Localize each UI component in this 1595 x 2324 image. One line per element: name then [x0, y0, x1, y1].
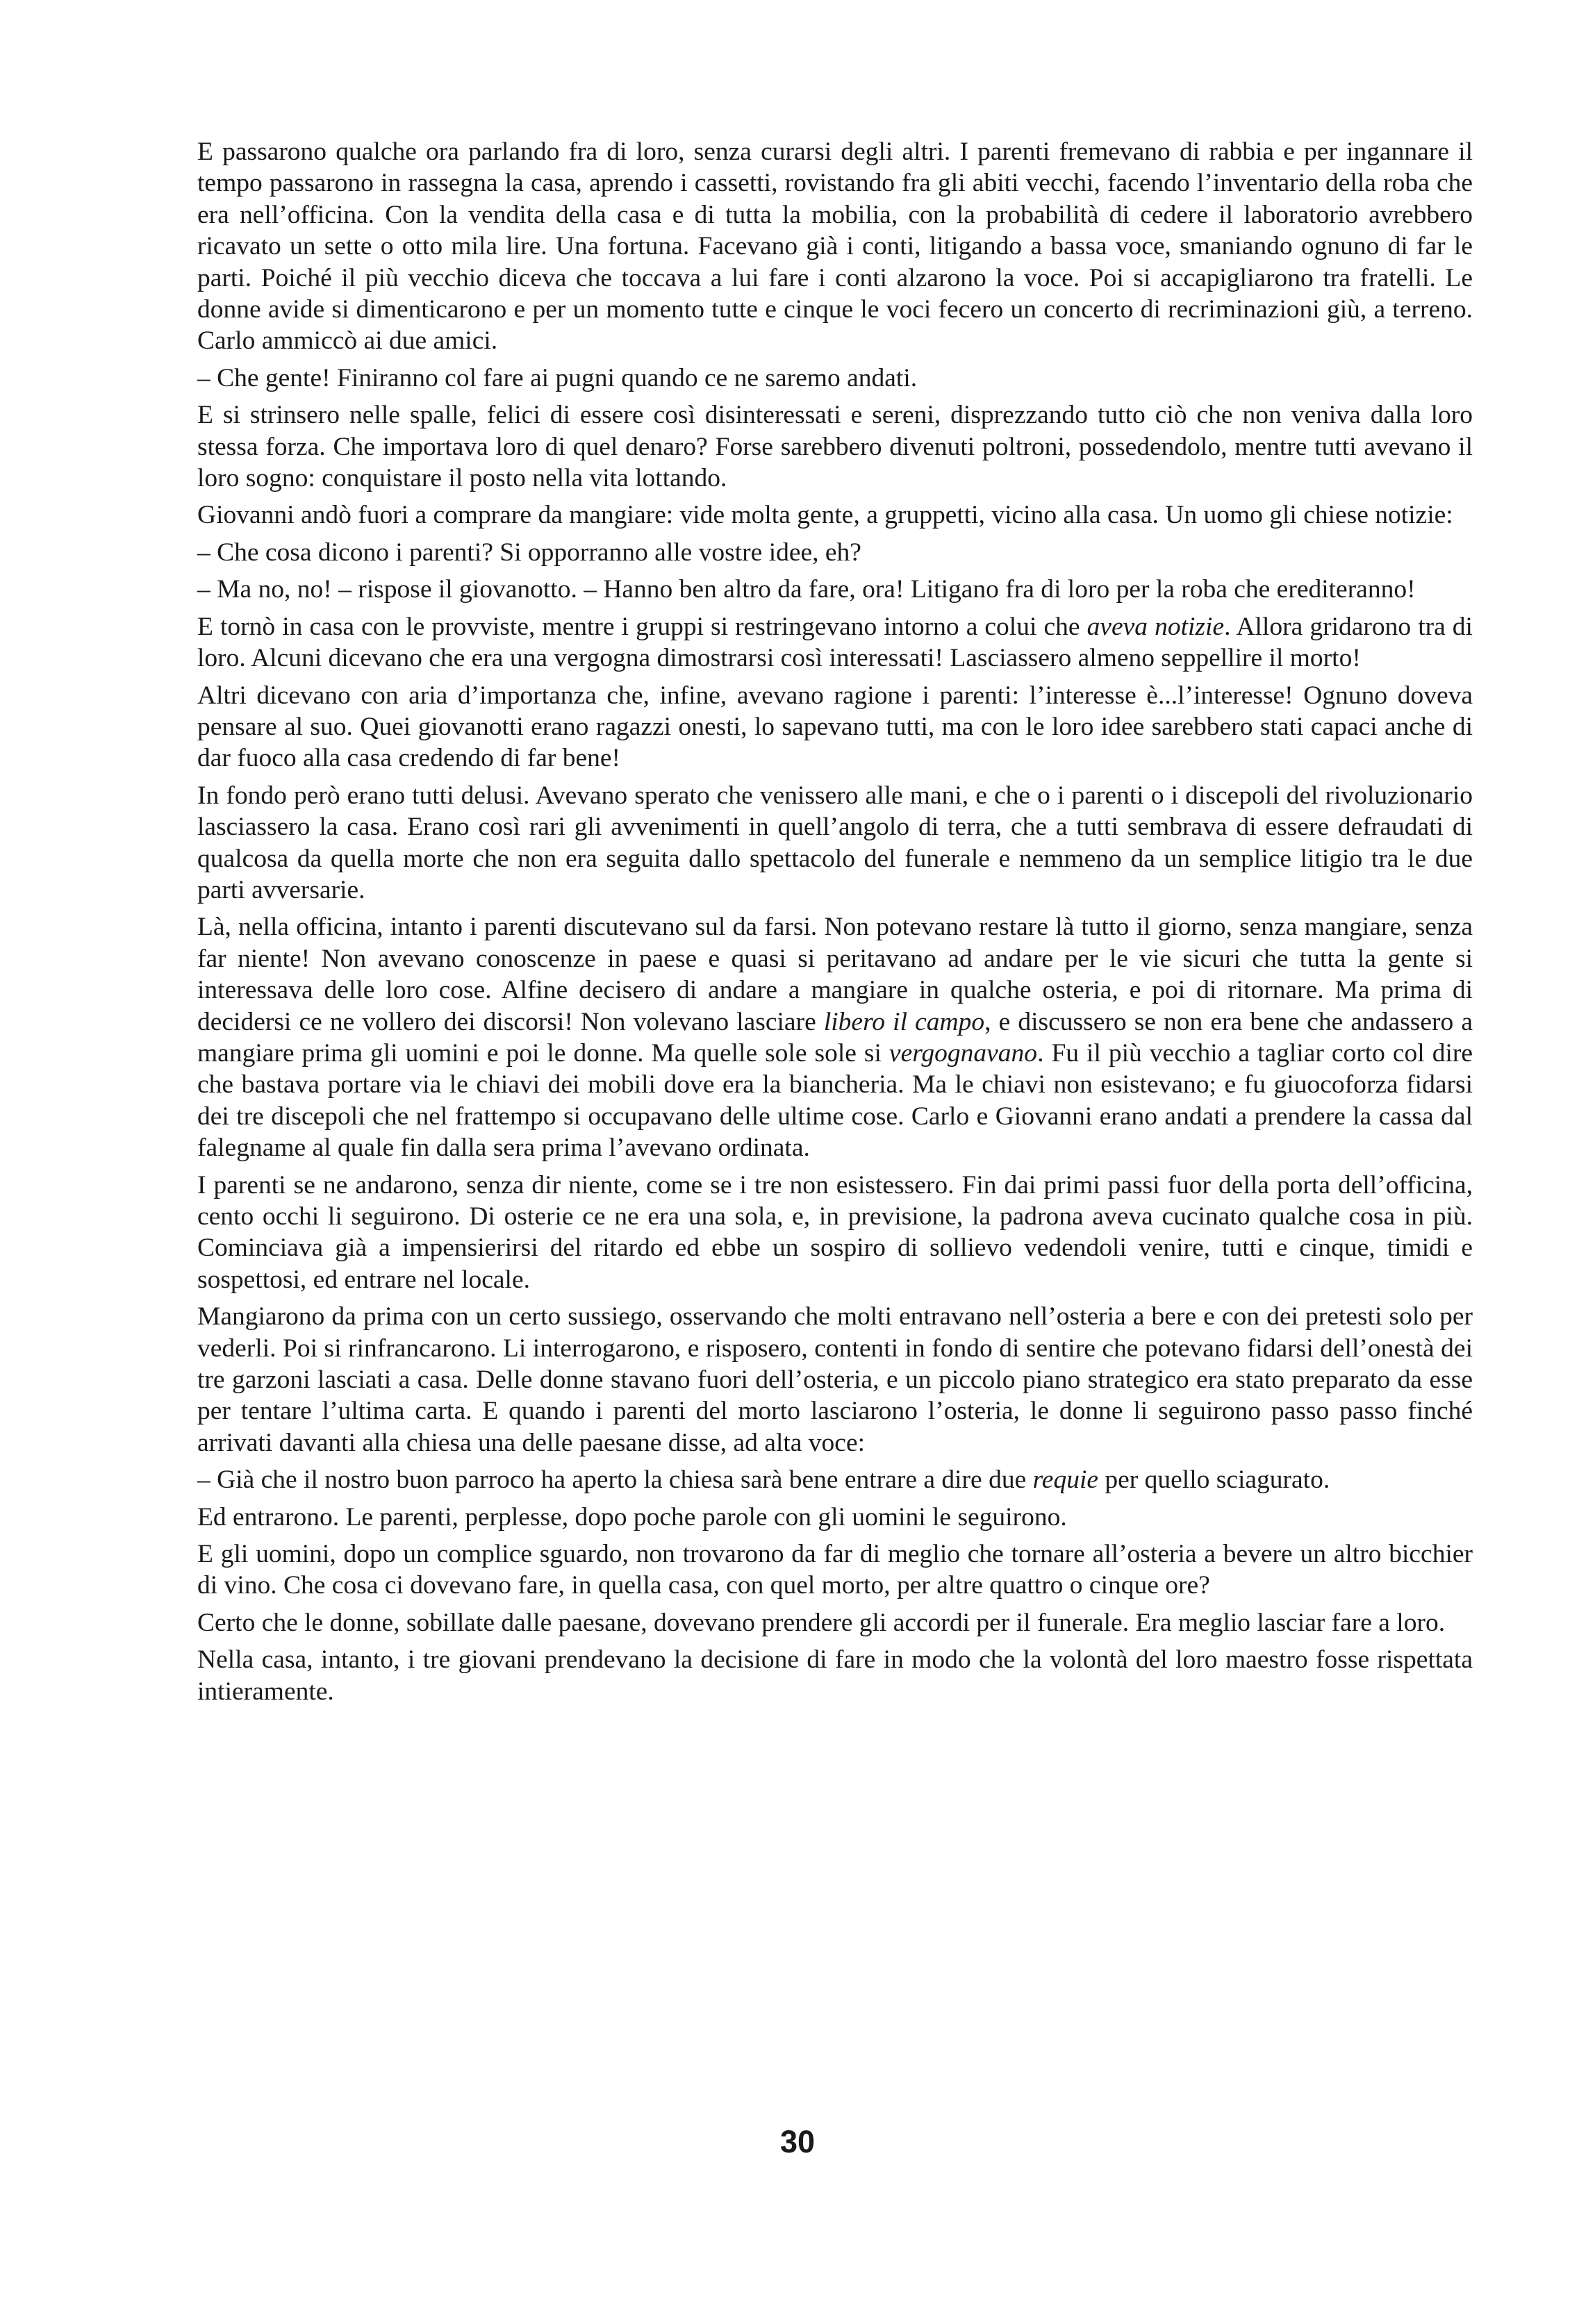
text-run: , e discussero se non era bene che andassero a mangiare prima gli uomini e poi le donne. Ma quelle sole sole si — [197, 1007, 1473, 1068]
paragraph — [197, 611, 1473, 680]
text-run: Altri dicevano con aria d’importanza che, infine, avevano ragione i parenti: l’interesse è...l’interesse! Ognuno doveva pensare al suo. Quei giovanotti erano ragazzi onesti, lo sapevano tutti, ma con le loro idee sarebbero stati capaci anche di dar fuoco alla casa credendo di far bene! — [197, 681, 1473, 773]
paragraph — [197, 537, 1473, 574]
paragraph — [197, 1170, 1473, 1302]
italic-text: libero il campo — [823, 1007, 985, 1036]
paragraph — [197, 574, 1473, 611]
body-text — [197, 136, 1473, 1713]
paragraph — [197, 1644, 1473, 1713]
text-run: – Che gente! Finiranno col fare ai pugni quando ce ne saremo andati. — [197, 363, 918, 392]
text-run: E passarono qualche ora parlando fra di loro, senza curarsi degli altri. I parenti fremevano di rabbia e per ingannare il tempo passarono in rassegna la casa, aprendo i cassetti, rovistando fra gli abiti vecchi, facendo l’inventario della roba che era nell’officina. Con la vendita della casa e di tutta la mobilia, con la probabilità di cedere il laboratorio avrebbero ricavato un sette o otto mila lire. Una fortuna. Facevano già i conti, litigando a bassa voce, smaniando ognuno di far le parti. Poiché il più vecchio diceva che toccava a lui fare i conti alzarono la voce. Poi si accapigliarono tra fratelli. Le donne avide si dimenticarono e per un momento tutte e cinque le voci fecero un concerto di recriminazioni giù, a terreno. Carlo ammiccò ai due amici. — [197, 138, 1473, 356]
paragraph — [197, 363, 1473, 399]
paragraph — [197, 399, 1473, 499]
text-run: per quello sciagurato. — [1098, 1466, 1330, 1495]
page-number: 30 — [779, 2124, 816, 2159]
text-run: E gli uomini, dopo un complice sguardo, non trovarono da far di meglio che tornare all’osteria a bevere un altro bicchier di vino. Che cosa ci dovevano fare, in quella casa, con quel morto, per altre quattro o cinque ore? — [197, 1540, 1473, 1600]
paragraph — [197, 1464, 1473, 1501]
italic-text: vergognavano — [889, 1038, 1038, 1068]
text-run: Ed entrarono. Le parenti, perplesse, dopo poche parole con gli uomini le seguirono. — [197, 1502, 1067, 1532]
text-run: Là, nella officina, intanto i parenti discutevano sul da farsi. Non potevano restare là tutto il giorno, senza mangiare, senza far niente! Non avevano conoscenze in paese e quasi si peritavano ad andare per le vie sicuri che tutta la gente si interessava delle loro cose. Alfine decisero di andare a mangiare in qualche osteria, e poi di ritornare. Ma prima di decidersi ce ne vollero dei discorsi! Non volevano lasciare — [197, 913, 1473, 1036]
text-run: Mangiarono da prima con un certo sussiego, osservando che molti entravano nell’osteria a bere e con dei pretesti solo per vederli. Poi si rinfrancarono. Li interrogarono, e risposero, contenti in fondo di sentire che potevano fidarsi dell’onestà dei tre garzoni lasciati a casa. Delle donne stavano fuori dell’osteria, e un piccolo piano strategico era stato preparato da esse per tentare l’ultima carta. E quando i parenti del morto lasciarono l’osteria, le donne li seguirono passo passo finché arrivati davanti alla chiesa una delle paesane disse, ad alta voce: — [197, 1302, 1473, 1457]
paragraph — [197, 499, 1473, 536]
text-run: E si strinsero nelle spalle, felici di essere così disinteressati e sereni, disprezzando tutto ciò che non veniva dalla loro stessa forza. Che importava loro di quel denaro? Forse sarebbero divenuti poltroni, possedendolo, mentre tutti avevano il loro sogno: conquistare il posto nella vita lottando. — [197, 401, 1473, 493]
text-run: Certo che le donne, sobillate dalle paesane, dovevano prendere gli accordi per il funerale. Era meglio lasciar fare a loro. — [197, 1608, 1446, 1637]
paragraph — [197, 780, 1473, 912]
text-run: I parenti se ne andarono, senza dir niente, come se i tre non esistessero. Fin dai primi passi fuor della porta dell’officina, cento occhi li seguirono. Di osterie ce ne era una sola, e, in previsione, la padrona aveva cucinato qualche cosa in più. Cominciava già a impensierirsi del ritardo ed ebbe un sospiro di sollievo vedendoli venire, tutti e cinque, timidi e sospettosi, ed entrare nel locale. — [197, 1170, 1473, 1294]
paragraph — [197, 1301, 1473, 1464]
text-run: . Allora gridarono tra di loro. Alcuni dicevano che era una vergogna dimostrarsi così interessati! Lasciassero almeno seppellire il morto! — [197, 612, 1473, 673]
paragraph — [197, 680, 1473, 780]
paragraph — [197, 1538, 1473, 1607]
italic-text: requie — [1032, 1466, 1099, 1495]
text-run: – Che cosa dicono i parenti? Si opporranno alle vostre idee, eh? — [197, 538, 861, 567]
text-run: – Ma no, no! – rispose il giovanotto. – Hanno ben altro da fare, ora! Litigano fra di loro per la roba che erediteranno! — [197, 575, 1416, 604]
paragraph — [197, 136, 1473, 363]
paragraph — [197, 911, 1473, 1169]
text-run: Giovanni andò fuori a comprare da mangiare: vide molta gente, a gruppetti, vicino alla casa. Un uomo gli chiese notizie: — [197, 501, 1453, 530]
text-run: – Già che il nostro buon parroco ha aperto la chiesa sarà bene entrare a dire due — [197, 1466, 1033, 1495]
text-run: E tornò in casa con le provviste, mentre i gruppi si restringevano intorno a colui che — [197, 612, 1087, 641]
italic-text: aveva notizie — [1086, 612, 1225, 641]
paragraph — [197, 1502, 1473, 1538]
text-run: . Fu il più vecchio a tagliar corto col dire che bastava portare via le chiavi dei mobili dove era la biancheria. Ma le chiavi non esistevano; e fu giuocoforza fidarsi dei tre discepoli che nel frattempo si occupavano delle ultime cose. Carlo e Giovanni erano andati a prendere la cassa dal falegname al quale fin dalla sera prima l’avevano ordinata. — [197, 1038, 1473, 1163]
text-run: Nella casa, intanto, i tre giovani prendevano la decisione di fare in modo che la volontà del loro maestro fosse rispettata intieramente. — [197, 1645, 1473, 1706]
text-run: In fondo però erano tutti delusi. Avevano sperato che venissero alle mani, e che o i parenti o i discepoli del rivoluzionario lasciassero la casa. Erano così rari gli avvenimenti in quell’angolo di terra, che a tutti sembrava di essere defraudati di qualcosa da quella morte che non era seguita dallo spettacolo del funerale e nemmeno da un semplice litigio tra le due parti avversarie. — [197, 781, 1473, 904]
paragraph — [197, 1607, 1473, 1644]
